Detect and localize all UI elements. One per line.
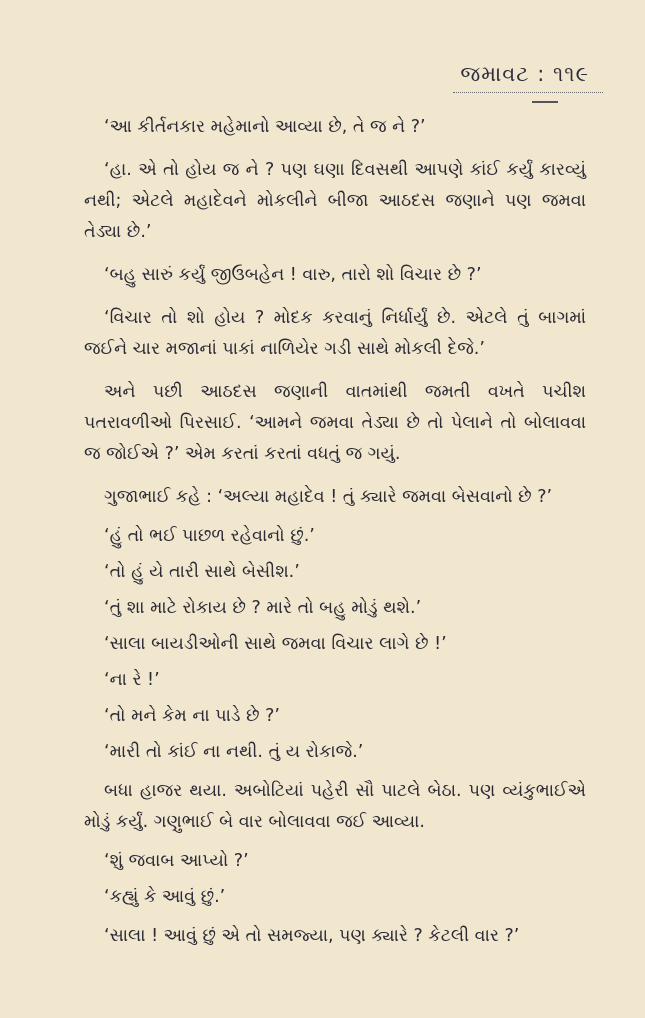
dialog-line-3: ‘તું શા માટે રોકાય છે ? મારે તો બહુ મોડું થશે.’	[104, 598, 422, 618]
dialog-line-8: ‘શું જવાબ આપ્યો ?’	[104, 851, 249, 871]
running-header	[460, 62, 589, 87]
paragraph-6: ગુજાભાઈ કહે : ‘અલ્યા મહાદેવ ! તું ક્યારે જમવા બેસવાનો છે ?’	[104, 487, 553, 507]
header-mark	[532, 101, 558, 103]
paragraph-5: અને પછી આઠદસ જણાની વાતમાંથી જમતી વખતે પચીશ પતરાવળીઓ પિરસાઈ. ‘આમને જમવા તેડ્યા છે તો પેલાને તો બોલાવવા જ જોઈએ ?’ એમ કરતાં કરતાં વધતું જ ગયું.	[84, 382, 586, 464]
paragraph-8: ‘સાલા ! આવું છું એ તો સમજ્યા, પણ ક્યારે ? કેટલી વાર ?’	[104, 926, 520, 946]
paragraph-7: બધા હાજર થયા. અબોટિયાં પહેરી સૌ પાટલે બેઠા. પણ વ્યંકુભાઈએ મોડું કર્યું. ગણુભાઈ બે વાર બોલાવવા જઈ આવ્યા.	[84, 781, 586, 832]
paragraph-3: ‘બહુ સારું કર્યું જીઉબહેન ! વારુ, તારો શો વિચાર છે ?’	[104, 265, 482, 285]
header-separator: :	[537, 62, 546, 86]
dialog-line-7: ‘મારી તો કાંઈ ના નથી. તું ય રોકાજે.’	[104, 742, 364, 762]
dialog-line-9: ‘કહ્યું કે આવું છું.’	[104, 887, 226, 907]
dialog-line-2: ‘તો હું યે તારી સાથે બેસીશ.’	[104, 562, 300, 582]
body-text	[84, 112, 586, 964]
dialog-line-1: ‘હું તો ભઈ પાછળ રહેવાનો છું.’	[104, 526, 315, 546]
page-number: ૧૧૯	[552, 62, 589, 86]
header-title: જમાવટ	[460, 62, 530, 86]
paragraph-4: ‘વિચાર તો શો હોય ? મોદક કરવાનું નિર્ધાર્યું છે. એટલે તું બાગમાં જઈને ચાર મજાનાં પાકાં નાળિયેર ગડી સાથે મોકલી દેજે.’	[84, 308, 586, 359]
header-rule	[453, 92, 603, 95]
paragraph-2: ‘હા. એ તો હોય જ ને ? પણ ઘણા દિવસથી આપણે કાંઈ કર્યું કારવ્યું નથી; એટલે મહાદેવને મોકલીને બીજા આઠદસ જણાને પણ જમવા તેડ્યા છે.’	[84, 160, 586, 242]
paragraph-1: ‘આ કીર્તનકાર મહેમાનો આવ્યા છે, તે જ ને ?’	[104, 117, 426, 137]
dialog-line-5: ‘ના રે !’	[104, 670, 160, 690]
dialog-line-6: ‘તો મને કેમ ના પાડે છે ?’	[104, 706, 280, 726]
dialog-line-4: ‘સાલા બાયડીઓની સાથે જમવા વિચાર લાગે છે !’	[104, 634, 447, 654]
